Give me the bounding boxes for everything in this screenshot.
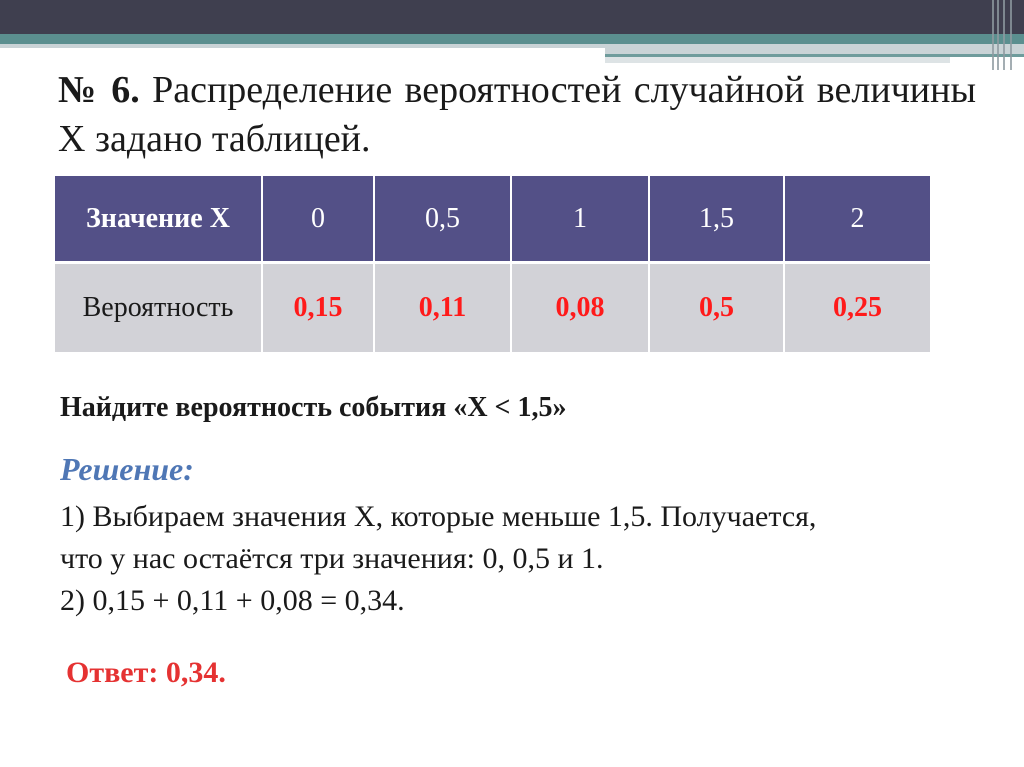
- value-cell: 1,5: [650, 176, 785, 264]
- probability-cell: 0,25: [785, 264, 930, 352]
- value-cell: 1: [512, 176, 650, 264]
- table-header-row: [55, 176, 930, 264]
- solution-step-2: 2) 0,15 + 0,11 + 0,08 = 0,34.: [60, 584, 405, 617]
- value-cell: 2: [785, 176, 930, 264]
- probability-cell: 0,5: [650, 264, 785, 352]
- table-probability-row: [55, 264, 930, 352]
- header-band-teal: [0, 34, 1024, 44]
- header-label-cell: Значение Х: [55, 176, 263, 264]
- distribution-table: [55, 176, 930, 352]
- solution-step-1: 1) Выбираем значения Х, которые меньше 1,5. Получается,: [60, 500, 817, 533]
- probability-cell: 0,11: [375, 264, 512, 352]
- probability-cell: 0,08: [512, 264, 650, 352]
- problem-number: № 6.: [58, 69, 140, 111]
- probability-label-cell: Вероятность: [55, 264, 263, 352]
- solution-body: [60, 496, 960, 622]
- question-text: Найдите вероятность события «Х < 1,5»: [60, 392, 567, 423]
- slide-title: [58, 66, 976, 164]
- answer-text: Ответ: 0,34.: [66, 656, 226, 689]
- problem-statement: Распределение вероятностей случайной величины Х задано таблицей.: [58, 69, 977, 160]
- value-cell: 0: [263, 176, 375, 264]
- solution-step-1-continued: что у нас остаётся три значения: 0, 0,5 и 1.: [60, 542, 604, 575]
- header-band-dark: [0, 0, 1024, 34]
- solution-heading: Решение:: [60, 451, 194, 487]
- header-band-light: [605, 57, 950, 63]
- value-cell: 0,5: [375, 176, 512, 264]
- probability-cell: 0,15: [263, 264, 375, 352]
- header-stripes-decoration: [992, 0, 1024, 70]
